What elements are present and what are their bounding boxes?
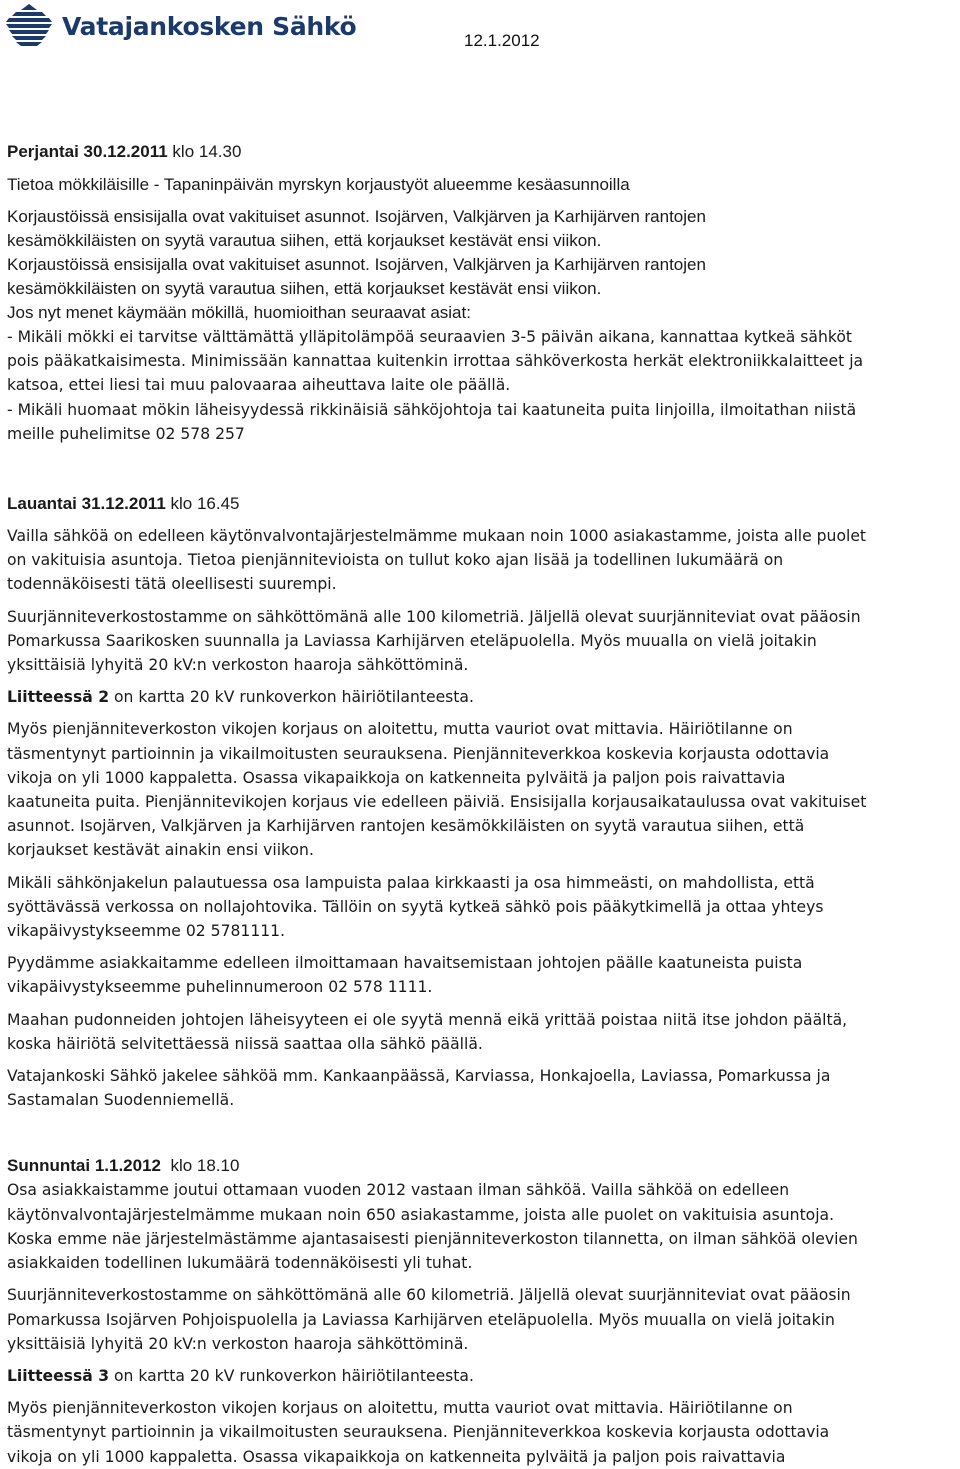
- text-line: Korjaustöissä ensisijalla ovat vakituiset asunnot. Isojärven, Valkjärven ja Karhijärven rantojen: [7, 207, 706, 226]
- company-logo: [6, 2, 356, 50]
- paragraph: [7, 717, 960, 862]
- heading-time: klo 16.45: [165, 494, 240, 514]
- text-line: Vatajankoski Sähkö jakelee sähköä mm. Kankaanpäässä, Karviassa, Honkajoella, Laviassa, Pomarkussa ja: [7, 1067, 831, 1086]
- section-title: Tietoa mökkiläisille - Tapaninpäivän myrskyn korjaustyöt alueemme kesäasunnoilla: [7, 175, 630, 194]
- logo-text: Vatajankosken Sähkö: [62, 11, 357, 41]
- text-line: asunnot. Isojärven, Valkjärven ja Karhijärven rantojen kesämökkiläisten on syytä varautua siihen, että: [7, 817, 805, 836]
- section-saturday: [7, 492, 960, 1112]
- heading-time: klo 18.10: [161, 1156, 240, 1176]
- attachment-label: Liitteessä 2: [7, 688, 110, 707]
- text-line: vikoja on yli 1000 kappaletta. Osassa vikapaikkoja on katkenneita pylväitä ja paljon pois raivattavia: [7, 1447, 786, 1466]
- text-line: Sastamalan Suodenniemellä.: [7, 1091, 235, 1110]
- text-line: yksittäisiä lyhyitä 20 kV:n verkoston haaroja sähköttöminä.: [7, 1334, 469, 1353]
- text-line: syöttävässä verkossa on nollajohtovika. Tällöin on syytä kytkeä sähkö pois pääkytkimellä ja ottaa yhteys: [7, 897, 824, 916]
- attachment-label: Liitteessä 3: [7, 1366, 110, 1385]
- paragraph: [7, 1364, 960, 1388]
- document-body: [7, 140, 960, 1469]
- text-line: todennäköisesti tätä oleellisesti suurempi.: [7, 575, 337, 594]
- text-line: Myös pienjänniteverkoston vikojen korjaus on aloitettu, mutta vauriot ovat mittavia. Häiriötilanne on: [7, 720, 793, 739]
- paragraph: [7, 605, 960, 678]
- text-line: täsmentynyt partioinnin ja vikailmoitusten seurauksena. Pienjänniteverkkoa koskevia korjausta odottavia: [7, 744, 830, 763]
- text-line: on vakituisia asuntoja. Tietoa pienjännitevioista on tullut koko ajan lisää ja todellinen lukumäärä on: [7, 551, 784, 570]
- text-line: Maahan pudonneiden johtojen läheisyyteen ei ole syytä mennä eikä yrittää poistaa niitä itse johdon päältä,: [7, 1010, 848, 1029]
- text-line: kaatuneita puita. Pienjännitevikojen korjaus vie edelleen päiviä. Ensisijalla korjausaikataulussa ovat vakituiset: [7, 793, 867, 812]
- document-date: 12.1.2012: [464, 31, 540, 50]
- text-line: kesämökkiläisten on syytä varautua siihen, että korjaukset kestävät ensi viikon.: [7, 279, 602, 298]
- text-line: meille puhelimitse 02 578 257: [7, 424, 245, 443]
- text-line: - Mikäli huomaat mökin läheisyydessä rikkinäisiä sähköjohtoja tai kaatuneita puita linjoilla, ilmoitathan niistä: [7, 400, 857, 419]
- text-line: vikapäivystykseemme puhelinnumeroon 02 578 1111.: [7, 978, 433, 997]
- text-line: käytönvalvontajärjestelmämme mukaan noin 650 asiakastamme, joista alle puolet on vakituisia asuntoja.: [7, 1205, 835, 1224]
- text-line: yksittäisiä lyhyitä 20 kV:n verkoston haaroja sähköttöminä.: [7, 656, 469, 675]
- paragraph: [7, 1064, 960, 1112]
- text-line: Osa asiakkaistamme joutui ottamaan vuoden 2012 vastaan ilman sähköä. Vailla sähköä on edelleen: [7, 1181, 790, 1200]
- attachment-line: [7, 1364, 960, 1388]
- text-line: kesämökkiläisten on syytä varautua siihen, että korjaukset kestävät ensi viikon.: [7, 231, 602, 250]
- text-line: vikapäivystykseemme 02 5781111.: [7, 922, 286, 941]
- text-line: Myös pienjänniteverkoston vikojen korjaus on aloitettu, mutta vauriot ovat mittavia. Häiriötilanne on: [7, 1399, 793, 1418]
- paragraph: [7, 524, 960, 597]
- text-line: Suurjänniteverkostostamme on sähköttömänä alle 100 kilometriä. Jäljellä olevat suurjänniteviat ovat pääosin: [7, 607, 861, 626]
- text-line: Koska emme näe järjestelmästämme ajantasaisesti pienjänniteverkoston tilannetta, on ilman sähköä olevien: [7, 1229, 858, 1248]
- paragraph: [7, 1396, 960, 1469]
- text-line: korjaukset kestävät ainakin ensi viikon.: [7, 841, 314, 860]
- text-line: Jos nyt menet käymään mökillä, huomioithan seuraavat asiat:: [7, 303, 471, 322]
- text-line: Suurjänniteverkostostamme on sähköttömänä alle 60 kilometriä. Jäljellä olevat suurjänniteviat ovat pääosin: [7, 1286, 851, 1305]
- text-line: Pomarkussa Isojärven Pohjoispuolella ja Laviassa Karhijärven eteläpuolella. Myös muualla on vielä joitakin: [7, 1310, 835, 1329]
- text-line: Mikäli sähkönjakelun palautuessa osa lampuista palaa kirkkaasti ja osa himmeästi, on mahdollista, että: [7, 873, 815, 892]
- text-line: - Mikäli mökki ei tarvitse välttämättä ylläpitolämpöä seuraavien 3-5 päivän aikana, kannattaa kytkeä sähköt: [7, 328, 852, 346]
- text-line: katsoa, ettei liesi tai muu palovaaraa aiheuttava laite ole päällä.: [7, 376, 511, 395]
- text-line: pois pääkatkaisimesta. Minimissään kannattaa kuitenkin irrottaa sähköverkosta herkät elektroniikkalaitteet ja: [7, 352, 864, 371]
- section-heading: [7, 1154, 960, 1178]
- text-line: koska häiriötä selvitettäessä niissä saattaa olla sähkö päällä.: [7, 1034, 483, 1053]
- section-friday: [7, 140, 960, 446]
- text-line: täsmentynyt partioinnin ja vikailmoitusten seurauksena. Pienjänniteverkkoa koskevia korjausta odottavia: [7, 1423, 830, 1442]
- paragraph: [7, 1178, 960, 1275]
- paragraph: [7, 871, 960, 944]
- section-heading: [7, 492, 960, 516]
- heading-date: Sunnuntai 1.1.2012: [7, 1156, 161, 1176]
- text-line: Vailla sähköä on edelleen käytönvalvontajärjestelmämme mukaan noin 1000 asiakastamme, joista alle puolet: [7, 527, 867, 546]
- text-line: vikoja on yli 1000 kappaletta. Osassa vikapaikkoja on katkenneita pylväitä ja paljon pois raivattavia: [7, 768, 786, 787]
- attachment-line: [7, 685, 960, 709]
- heading-time: klo 14.30: [167, 142, 242, 161]
- text-line: Korjaustöissä ensisijalla ovat vakituiset asunnot. Isojärven, Valkjärven ja Karhijärven rantojen: [7, 255, 706, 274]
- paragraph: [7, 951, 960, 999]
- paragraph: [7, 1008, 960, 1056]
- paragraph: [7, 1283, 960, 1356]
- heading-date: Lauantai 31.12.2011: [7, 494, 166, 514]
- page-header: [0, 0, 960, 60]
- attachment-text: on kartta 20 kV runkoverkon häiriötilanteesta.: [109, 1366, 474, 1385]
- text-line: Pyydämme asiakkaitamme edelleen ilmoittamaan havaitsemistaan johtojen päälle kaatuneista puista: [7, 954, 803, 973]
- horizontal-stripes-logo-icon: [6, 3, 52, 49]
- heading-date: Perjantai 30.12.2011: [7, 142, 168, 161]
- text-line: Pomarkussa Saarikosken suunnalla ja Laviassa Karhijärven eteläpuolella. Myös muualla on vielä joitakin: [7, 631, 817, 650]
- attachment-text: on kartta 20 kV runkoverkon häiriötilanteesta.: [109, 688, 474, 707]
- section-heading: [7, 140, 960, 164]
- section-sunday: [7, 1154, 960, 1468]
- paragraph: [7, 685, 960, 709]
- text-line: asiakkaiden todellinen lukumäärä todennäköisesti yli tuhat.: [7, 1254, 473, 1273]
